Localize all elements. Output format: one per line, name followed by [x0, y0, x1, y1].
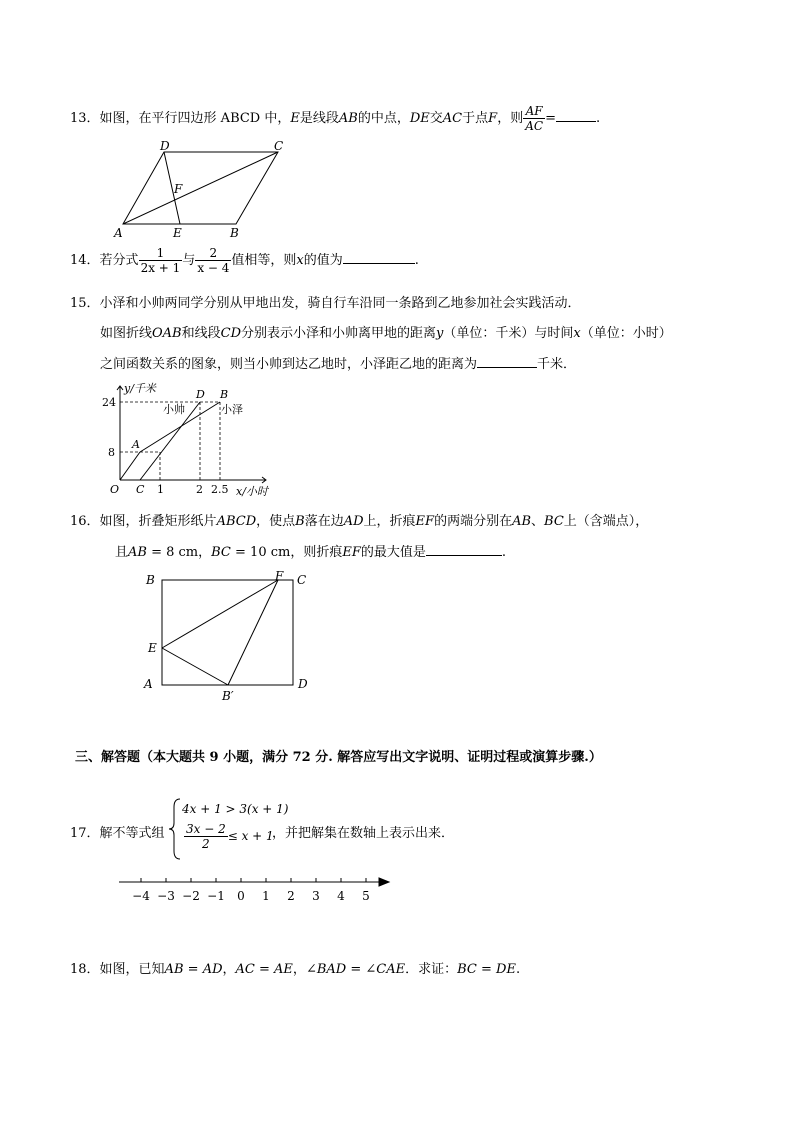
q16-line1: 16．如图，折叠矩形纸片ABCD，使点B落在边AD上，折痕EF的两端分别在AB、BC上（含端点），	[70, 514, 649, 529]
q13-fraction: $\frac{AF}{AC}$	[525, 104, 544, 133]
q16-answer-blank[interactable]	[426, 543, 502, 556]
q13-answer-blank[interactable]	[556, 109, 596, 122]
q15-point-b-label: B	[220, 388, 229, 401]
q15-x-axis-label: x/小时	[236, 485, 268, 498]
q13-text: 13．如图，在平行四边形 ABCD 中，E是线段AB的中点，DE交AC于点F，则 $\frac{AF}{AC}$ = .	[70, 104, 601, 133]
q14-fraction-2: $\frac{2}{x - 4}$	[197, 246, 230, 275]
number-line-tick-label: 3	[312, 889, 320, 903]
q16-label-c: C	[297, 573, 307, 587]
q16-label-b-prime: B′	[222, 689, 234, 703]
q17-brace	[168, 797, 182, 861]
q15-tick-8: 8	[108, 446, 115, 459]
q17-inequality-1: 4x + 1 > 3(x + 1)	[182, 802, 289, 816]
q15-line2: 如图折线OAB和线段CD分别表示小泽和小帅离甲地的距离y（单位：千米）与时间x（单位：小时）	[100, 326, 672, 341]
number-line-tick-label: 2	[287, 889, 295, 903]
q15-xiaoze-label: 小泽	[221, 403, 243, 416]
q15-xiaoshuai-label: 小帅	[163, 403, 185, 416]
q15-tick-1: 1	[157, 483, 164, 496]
q17-prefix: 17．解不等式组	[70, 826, 165, 841]
q17-number-line	[115, 872, 395, 908]
q15-tick-2: 2	[196, 483, 203, 496]
number-line-tick-label: −1	[207, 889, 225, 903]
number-line-tick-label: −4	[132, 889, 150, 903]
q15-line1: 15．小泽和小帅两同学分别从甲地出发，骑自行车沿同一条路到乙地参加社会实践活动．	[70, 296, 581, 311]
q16-label-d: D	[298, 677, 308, 691]
number-line-tick-label: −2	[182, 889, 200, 903]
q14-text: 14．若分式 $\frac{1}{2x + 1}$ 与 $\frac{2}{x - 4}$ 值相等，则x的值为 .	[70, 246, 419, 275]
section-3-heading: 三、解答题（本大题共 9 小题，满分 72 分. 解答应写出文字说明、证明过程或演算步骤.）	[75, 750, 602, 765]
q14-fraction-1: $\frac{1}{2x + 1}$	[140, 246, 181, 275]
q16-line2: 且AB = 8 cm，BC = 10 cm，则折痕EF的最大值是 .	[115, 545, 507, 560]
q15-xiaoze-segment-oa	[120, 452, 140, 480]
q13-label-f: F	[174, 182, 183, 196]
q15-point-d-label: D	[196, 388, 205, 401]
q17-suffix: ，并把解集在数轴上表示出来．	[272, 826, 455, 841]
q13-label-c: C	[274, 140, 284, 153]
number-line-tick-label: 1	[262, 889, 270, 903]
q15-point-c-label: C	[136, 483, 145, 496]
number-line-tick-label: 4	[337, 889, 345, 903]
q15-origin-label: O	[110, 483, 120, 496]
q17-fraction: $\frac{3x - 2}{2}$	[186, 822, 226, 851]
q13-label-b: B	[230, 226, 239, 240]
q15-tick-24: 24	[102, 396, 116, 409]
q13-label-a: A	[114, 226, 123, 240]
number-line-tick-label: 5	[362, 889, 370, 903]
q17-inequality-2: $\frac{3x - 2}{2}$ ≤ x + 1	[186, 822, 274, 851]
q15-point-a-label: A	[132, 438, 140, 451]
q18-text: 18．如图，已知AB = AD，AC = AE，∠BAD = ∠CAE．求证：BC = DE.	[70, 962, 521, 977]
q15-answer-blank[interactable]	[477, 355, 537, 368]
q16-label-b: B	[146, 573, 155, 587]
q13-label-d: D	[160, 140, 170, 153]
number-line-tick-label: 0	[237, 889, 245, 903]
q13-label-e: E	[173, 226, 182, 240]
q15-distance-time-graph	[100, 380, 280, 498]
q16-label-a: A	[144, 677, 153, 691]
number-line-tick-label: −3	[157, 889, 175, 903]
q16-rectangle-fold-figure	[140, 568, 320, 708]
q16-label-f: F	[275, 569, 284, 583]
q15-line3: 之间函数关系的图象，则当小帅到达乙地时，小泽距乙地的距离为 千米．	[100, 357, 577, 372]
q15-tick-2-5: 2.5	[211, 483, 229, 496]
q16-label-e: E	[148, 641, 157, 655]
q14-answer-blank[interactable]	[343, 251, 415, 264]
q15-y-axis-label: y/千米	[124, 382, 156, 395]
q13-parallelogram-figure	[110, 140, 310, 240]
